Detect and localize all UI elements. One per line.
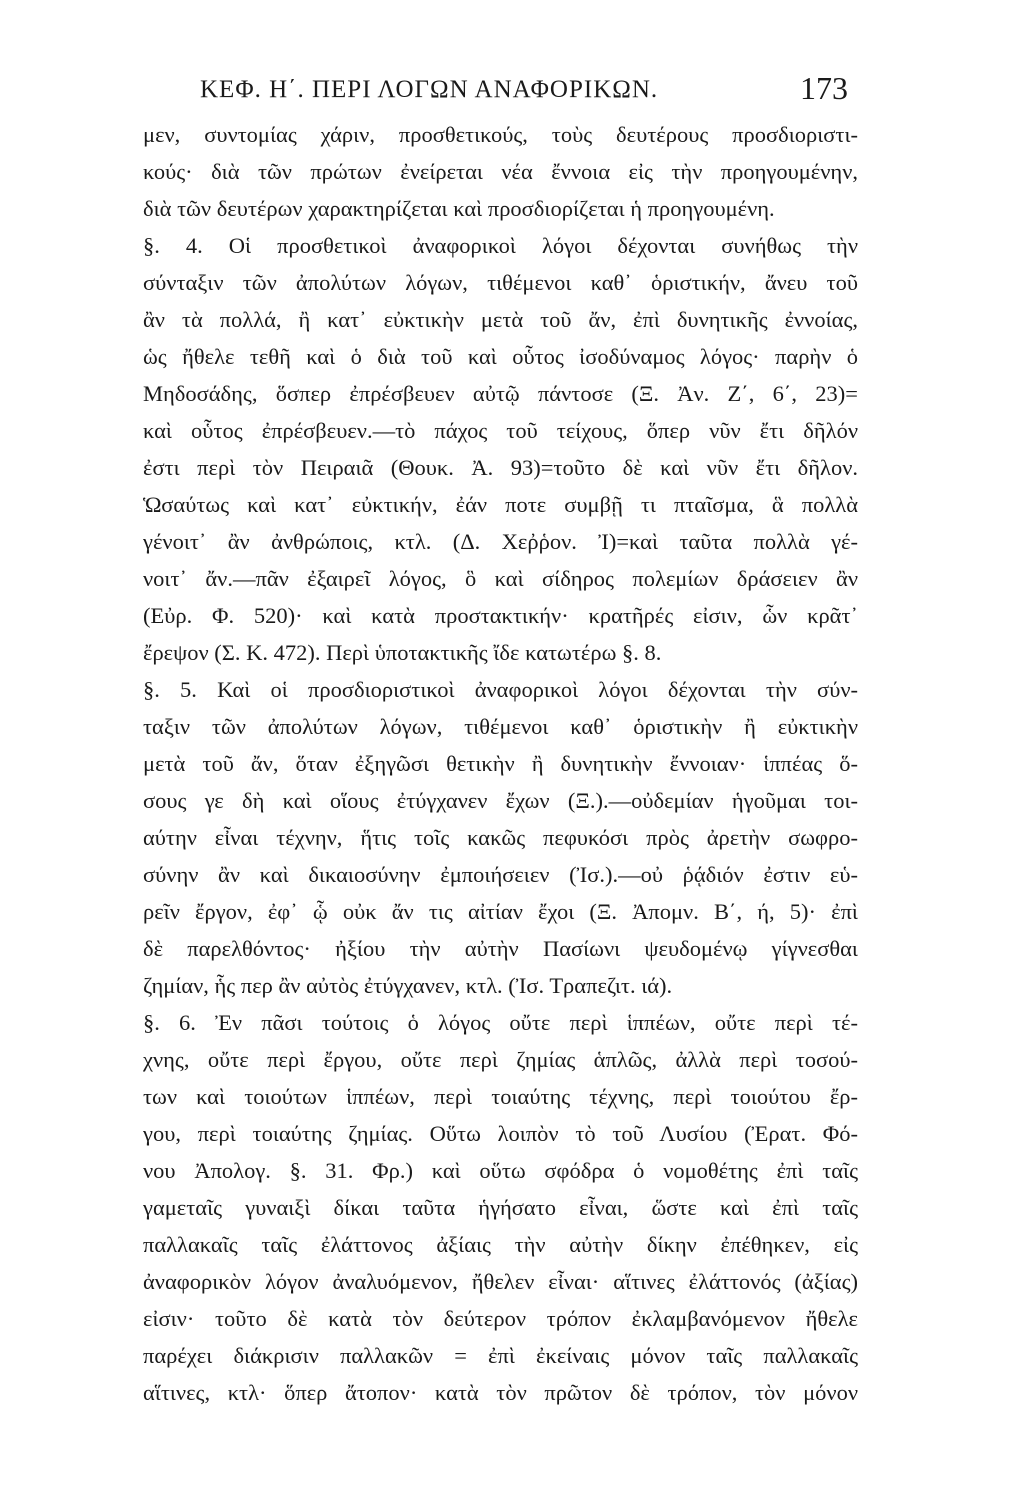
chapter-heading: ΚΕΦ. Η΄. ΠΕΡΙ ΛΟΓΩΝ ΑΝΑΦΟΡΙΚΩΝ.: [200, 76, 659, 103]
text-line: σύνην ἂν καὶ δικαιοσύνην ἐμποιήσειεν (Ἰσ.).—οὐ ῥᾴδιόν ἐστιν εὑ-: [143, 862, 858, 887]
text-line: (Εὐρ. Φ. 520)· καὶ κατὰ προστακτικήν· κρατῆρές εἰσιν, ὧν κρᾶτ᾽: [143, 603, 858, 628]
text-line: ζημίαν, ἧς περ ἂν αὐτὸς ἐτύγχανεν, κτλ. (Ἰσ. Τραπεζιτ. ιά).: [143, 973, 673, 998]
text-line: ἂν τὰ πολλά, ἢ κατ᾽ εὐκτικὴν μετὰ τοῦ ἄν, ἐπὶ δυνητικῆς ἐννοίας,: [143, 307, 858, 332]
text-line: ἀναφορικὸν λόγον ἀναλυόμενον, ἤθελεν εἶναι· αἵτινες ἐλάττονός (ἀξίας): [143, 1269, 858, 1294]
text-line: §. 5. Καὶ οἱ προσδιοριστικοὶ ἀναφορικοὶ λόγοι δέχονται τὴν σύν-: [143, 677, 858, 702]
text-line: αύτην εἶναι τέχνην, ἥτις τοῖς κακῶς πεφυκόσι πρὸς ἀρετὴν σωφρο-: [143, 825, 858, 850]
text-line: αἵτινες, κτλ· ὅπερ ἄτοπον· κατὰ τὸν πρῶτον δὲ τρόπον, τὸν μόνον: [143, 1380, 858, 1405]
text-line: ταξιν τῶν ἀπολύτων λόγων, τιθέμενοι καθ᾽ ὁριστικὴν ἢ εὐκτικὴν: [143, 714, 858, 739]
text-line: Μηδοσάδης, ὅσπερ ἐπρέσβευεν αὐτῷ πάντοσε (Ξ. Ἀν. Ζ΄, 6΄, 23)=: [143, 381, 858, 406]
text-line: μεν, συντομίας χάριν, προσθετικούς, τοὺς δευτέρους προσδιοριστι-: [143, 122, 858, 147]
text-line: γου, περὶ τοιαύτης ζημίας. Οὕτω λοιπὸν τὸ τοῦ Λυσίου (Ἐρατ. Φό-: [143, 1121, 858, 1146]
text-line: γαμεταῖς γυναιξὶ δίκαι ταῦτα ἡγήσατο εἶναι, ὥστε καὶ ἐπὶ ταῖς: [143, 1195, 858, 1220]
text-line: κούς· διὰ τῶν πρώτων ἐνείρεται νέα ἔννοια εἰς τὴν προηγουμένην,: [143, 159, 858, 184]
text-line: χνης, οὔτε περὶ ἔργου, οὔτε περὶ ζημίας ἁπλῶς, ἀλλὰ περὶ τοσού-: [143, 1047, 858, 1072]
text-line: ρεῖν ἔργον, ἐφ᾽ ᾧ οὐκ ἄν τις αἰτίαν ἔχοι (Ξ. Ἀπομν. Β΄, ή, 5)· ἐπὶ: [143, 899, 858, 924]
text-line: Ὡσαύτως καὶ κατ᾽ εὐκτικήν, ἐάν ποτε συμβῇ τι πταῖσμα, ἃ πολλὰ: [143, 492, 858, 517]
text-line: παρέχει διάκρισιν παλλακῶν = ἐπὶ ἐκείναις μόνον ταῖς παλλακαῖς: [143, 1343, 858, 1368]
text-line: ἐστι περὶ τὸν Πειραιᾶ (Θουκ. Ἀ. 93)=τοῦτο δὲ καὶ νῦν ἔτι δῆλον.: [143, 455, 858, 480]
text-line: καὶ οὗτος ἐπρέσβευεν.—τὸ πάχος τοῦ τείχους, ὅπερ νῦν ἔτι δῆλόν: [143, 418, 858, 443]
text-line: νου Ἀπολογ. §. 31. Φρ.) καὶ οὕτω σφόδρα ὁ νομοθέτης ἐπὶ ταῖς: [143, 1158, 858, 1183]
text-line: σύνταξιν τῶν ἀπολύτων λόγων, τιθέμενοι καθ᾽ ὁριστικήν, ἄνευ τοῦ: [143, 270, 858, 295]
text-line: σους γε δὴ καὶ οἵους ἐτύγχανεν ἔχων (Ξ.).—οὐδεμίαν ἡγοῦμαι τοι-: [143, 788, 858, 813]
text-line: §. 4. Οἱ προσθετικοὶ ἀναφορικοὶ λόγοι δέχονται συνήθως τὴν: [143, 233, 858, 258]
body-text: [143, 116, 858, 1411]
text-line: ἔρεψον (Σ. Κ. 472). Περὶ ὑποτακτικῆς ἴδε κατωτέρω §. 8.: [143, 640, 662, 665]
text-line: παλλακαῖς ταῖς ἐλάττονος ἀξίαις τὴν αὐτὴν δίκην ἐπέθηκεν, εἰς: [143, 1232, 858, 1257]
text-line: §. 6. Ἐν πᾶσι τούτοις ὁ λόγος οὔτε περὶ ἱππέων, οὔτε περὶ τέ-: [143, 1010, 858, 1035]
text-line: διὰ τῶν δευτέρων χαρακτηρίζεται καὶ προσδιορίζεται ἡ προηγουμένη.: [143, 196, 775, 221]
text-line: δὲ παρελθόντος· ἠξίου τὴν αὐτὴν Πασίωνι ψευδομένῳ γίγνεσθαι: [143, 936, 858, 961]
text-line: εἰσιν· τοῦτο δὲ κατὰ τὸν δεύτερον τρόπον ἐκλαμβανόμενον ἤθελε: [143, 1306, 858, 1331]
text-line: μετὰ τοῦ ἄν, ὅταν ἐξηγῶσι θετικὴν ἢ δυνητικὴν ἔννοιαν· ἱππέας ὅ-: [143, 751, 858, 776]
page-number: 173: [800, 70, 848, 106]
text-line: των καὶ τοιούτων ἱππέων, περὶ τοιαύτης τέχνης, περὶ τοιούτου ἔρ-: [143, 1084, 858, 1109]
text-line: νοιτ᾽ ἄν.—πᾶν ἐξαιρεῖ λόγος, ὃ καὶ σίδηρος πολεμίων δράσειεν ἂν: [143, 566, 858, 591]
text-line: ὡς ἤθελε τεθῆ καὶ ὁ διὰ τοῦ καὶ οὗτος ἰσοδύναμος λόγος· παρὴν ὁ: [143, 344, 858, 369]
running-header: [200, 70, 850, 110]
text-line: γένοιτ᾽ ἂν ἀνθρώποις, κτλ. (Δ. Χεῤῥον. Ἰ)=καὶ ταῦτα πολλὰ γέ-: [143, 529, 858, 554]
